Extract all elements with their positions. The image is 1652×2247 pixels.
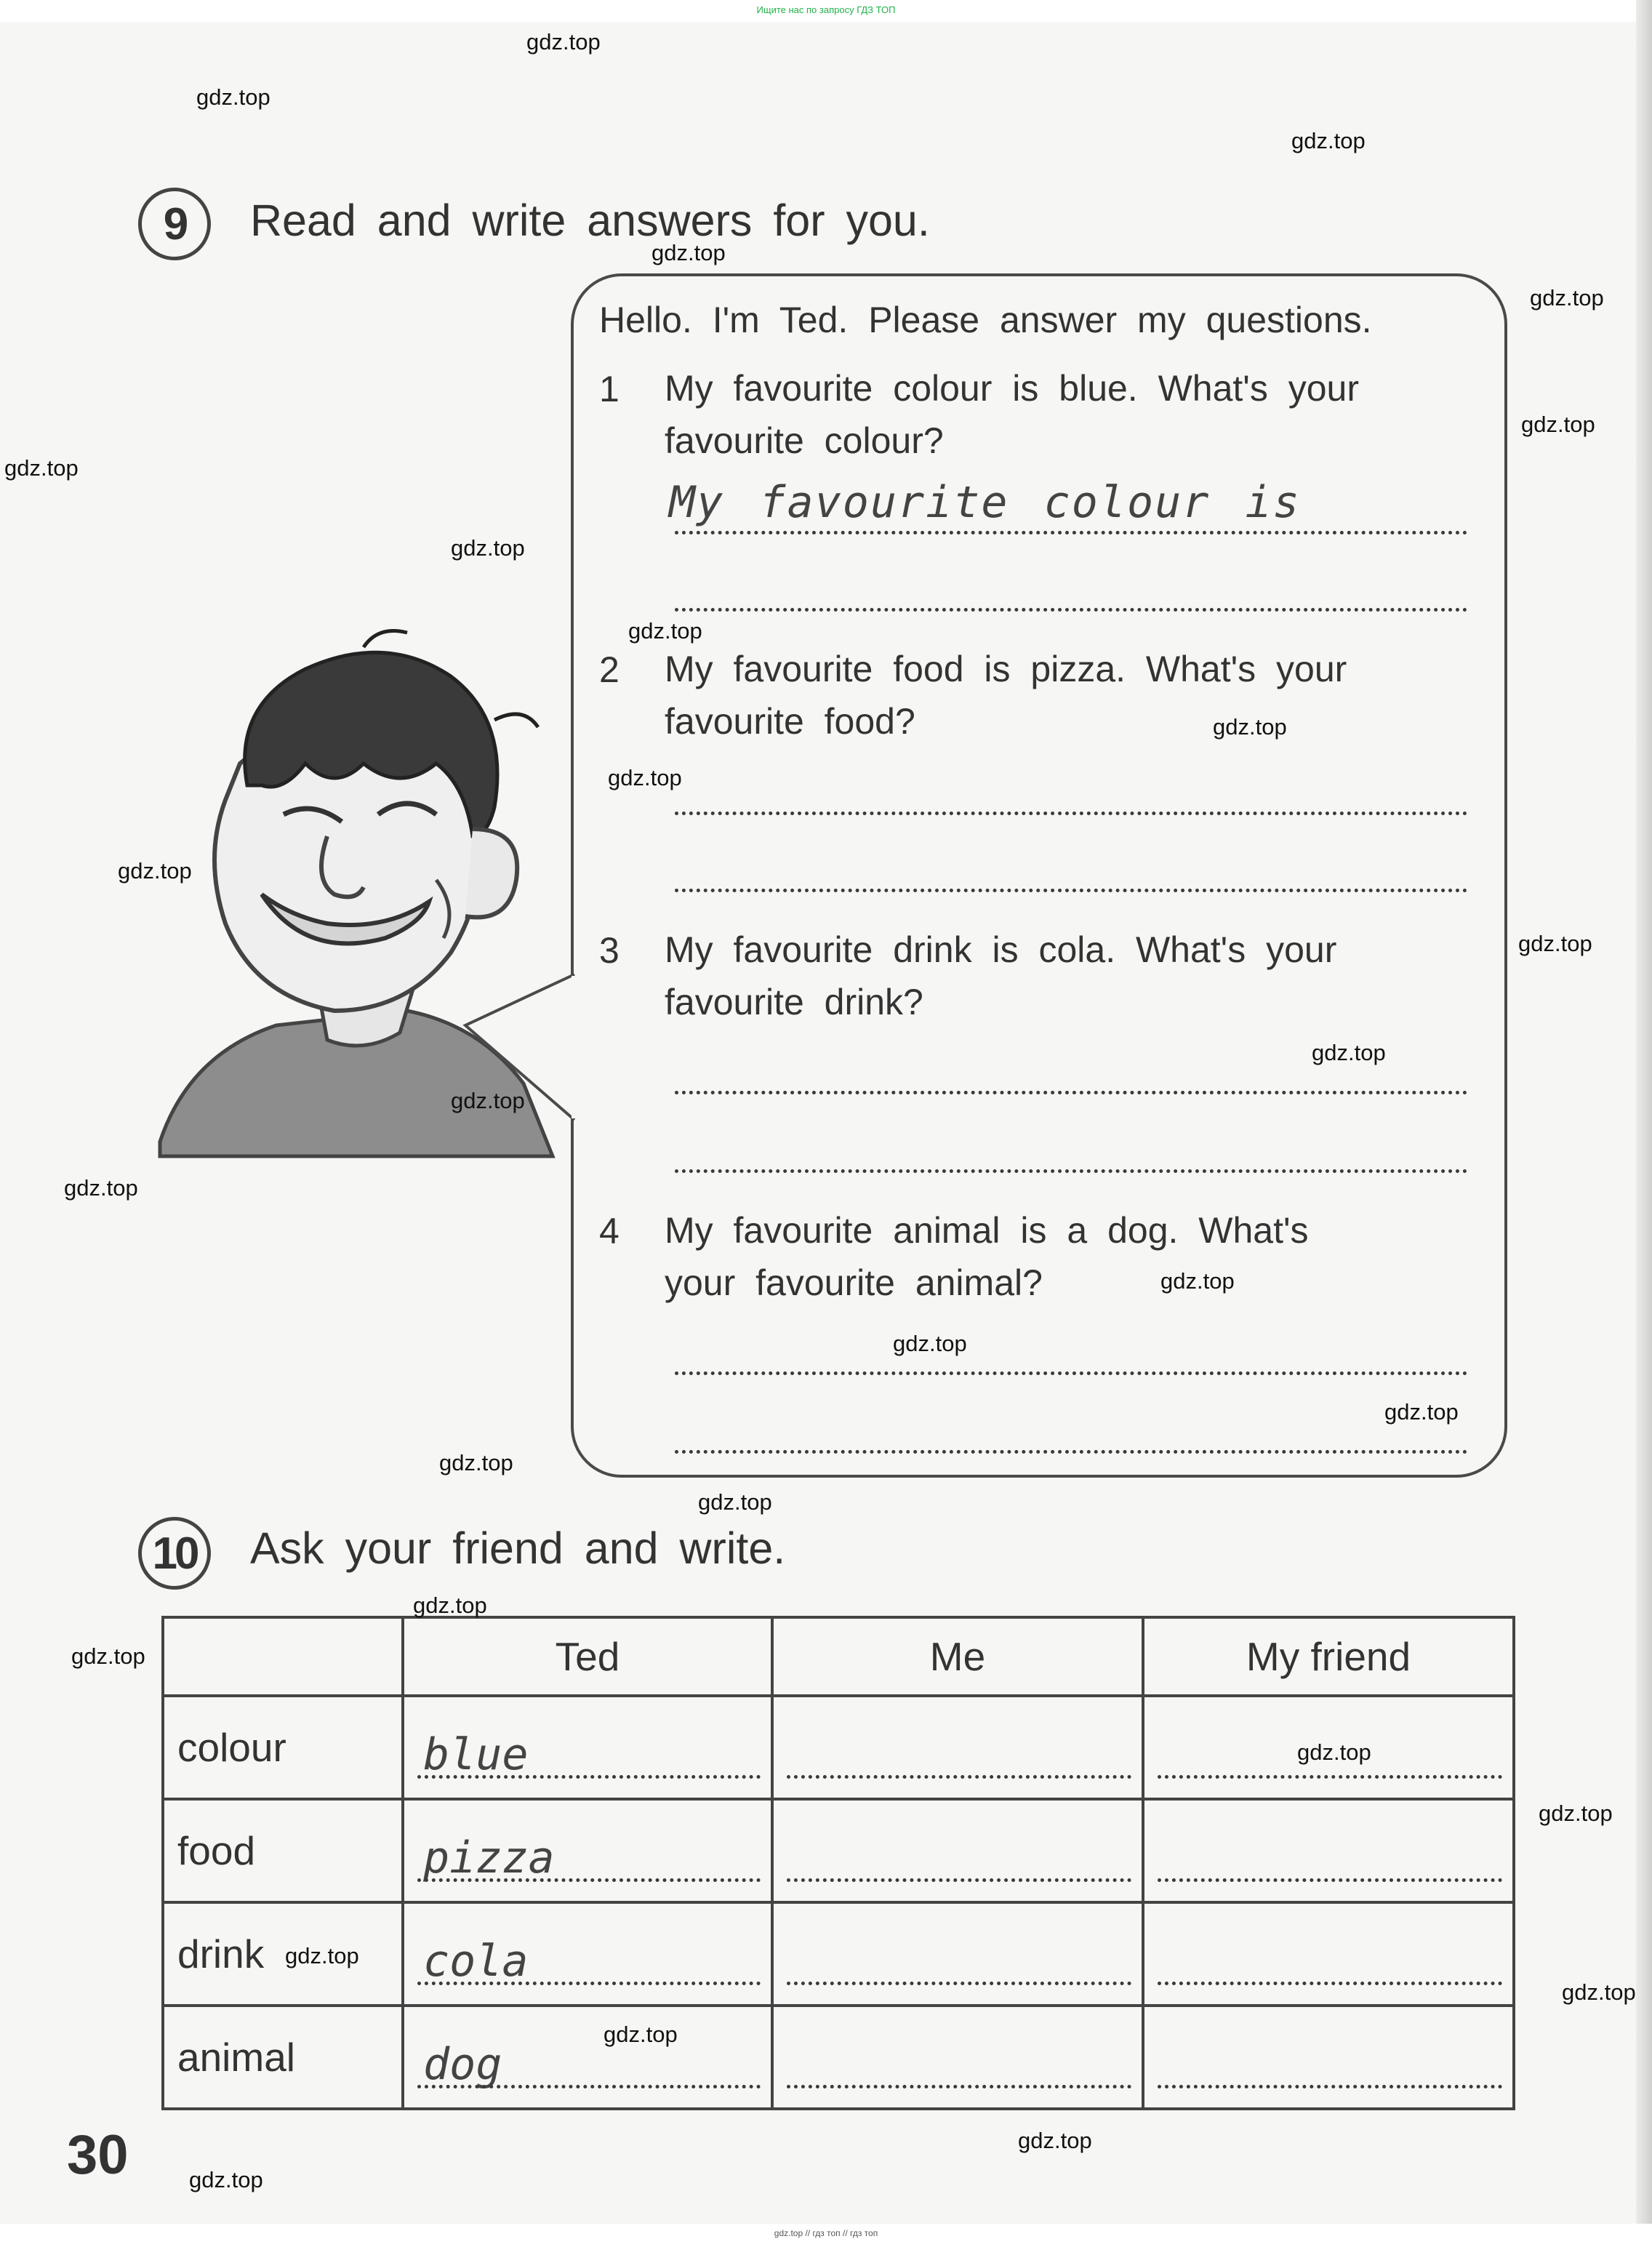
ted-colour-answer: blue	[423, 1729, 529, 1780]
watermark: gdz.top	[189, 2167, 263, 2192]
question-2-line-1: My favourite food is pizza. What's your	[665, 649, 1347, 689]
ted-colour-cell	[403, 1696, 772, 1799]
question-1-answer-start: My favourite colour is	[669, 477, 1301, 528]
header-my-friend: My friend	[1143, 1617, 1514, 1696]
watermark: gdz.top	[439, 1450, 513, 1475]
question-1-line-2: favourite colour?	[665, 420, 944, 461]
watermark: gdz.top	[893, 1331, 967, 1356]
ted-animal-line	[417, 2085, 761, 2088]
watermark: gdz.top	[1518, 931, 1592, 956]
friend-drink-line[interactable]	[1158, 1982, 1502, 1985]
header-note: Ищите нас по запросу ГДЗ ТОП	[756, 4, 896, 15]
question-3-line-1: My favourite drink is cola. What's your	[665, 929, 1337, 970]
question-1-number: 1	[599, 369, 620, 409]
watermark: gdz.top	[451, 1088, 525, 1113]
question-2-number: 2	[599, 649, 620, 690]
row-label-food: food	[163, 1799, 403, 1902]
watermark: gdz.top	[1562, 1979, 1636, 2005]
answer-line-2b[interactable]	[675, 889, 1467, 892]
me-food-cell[interactable]	[772, 1799, 1143, 1902]
me-colour-cell[interactable]	[772, 1696, 1143, 1799]
watermark: gdz.top	[1530, 285, 1604, 311]
watermark: gdz.top	[64, 1175, 138, 1201]
speech-bubble-tail	[451, 960, 596, 1149]
watermark: gdz.top	[651, 240, 726, 265]
me-food-line[interactable]	[787, 1878, 1131, 1882]
footer-note: gdz.top // гдз топ // гдз топ	[774, 2228, 878, 2238]
watermark: gdz.top	[526, 29, 601, 55]
watermark: gdz.top	[1291, 128, 1366, 153]
answer-line-4a[interactable]	[675, 1371, 1467, 1375]
watermark: gdz.top	[285, 1943, 359, 1968]
exercise-9-title: Read and write answers for you.	[250, 196, 930, 245]
page-number: 30	[67, 2124, 129, 2186]
watermark: gdz.top	[4, 455, 79, 481]
row-label-drink: drink	[163, 1902, 403, 2006]
question-3-line-2: favourite drink?	[665, 982, 923, 1022]
me-drink-line[interactable]	[787, 1982, 1131, 1985]
exercise-10-title: Ask your friend and write.	[250, 1523, 786, 1573]
me-animal-cell[interactable]	[772, 2006, 1143, 2109]
watermark: gdz.top	[196, 84, 270, 110]
friend-drink-cell[interactable]	[1143, 1902, 1514, 2006]
answer-line-3a[interactable]	[675, 1091, 1467, 1094]
answer-line-1a[interactable]	[675, 531, 1467, 534]
watermark: gdz.top	[604, 2022, 678, 2047]
watermark: gdz.top	[608, 765, 682, 790]
watermark: gdz.top	[1384, 1399, 1459, 1425]
header-ted: Ted	[403, 1617, 772, 1696]
watermark: gdz.top	[1297, 1739, 1371, 1765]
watermark: gdz.top	[1539, 1801, 1613, 1826]
watermark: gdz.top	[413, 1593, 487, 1618]
table-header-row	[163, 1617, 1514, 1696]
table-row	[163, 1799, 1514, 1902]
ted-animal-cell	[403, 2006, 772, 2109]
ted-intro: Hello. I'm Ted. Please answer my questions.	[599, 300, 1372, 340]
favourites-table	[161, 1616, 1515, 2110]
question-4-number: 4	[599, 1211, 620, 1251]
answer-line-2a[interactable]	[675, 812, 1467, 815]
watermark: gdz.top	[118, 858, 192, 884]
watermark: gdz.top	[628, 618, 702, 644]
watermark: gdz.top	[1312, 1040, 1386, 1065]
header-empty-cell	[163, 1617, 403, 1696]
table-row	[163, 1902, 1514, 2006]
answer-line-4b[interactable]	[675, 1450, 1467, 1454]
page-edge	[1636, 0, 1652, 2224]
friend-animal-cell[interactable]	[1143, 2006, 1514, 2109]
exercise-9-number: 9	[138, 188, 211, 260]
ted-drink-line	[417, 1982, 761, 1985]
ted-food-cell	[403, 1799, 772, 1902]
watermark: gdz.top	[1213, 714, 1287, 740]
ted-animal-answer: dog	[423, 2039, 502, 2090]
question-4-line-2: your favourite animal?	[665, 1262, 1043, 1303]
friend-food-cell[interactable]	[1143, 1799, 1514, 1902]
ted-drink-answer: cola	[423, 1936, 529, 1987]
me-animal-line[interactable]	[787, 2085, 1131, 2088]
ted-drink-cell	[403, 1902, 772, 2006]
me-colour-line[interactable]	[787, 1775, 1131, 1779]
question-3-number: 3	[599, 930, 620, 971]
watermark: gdz.top	[698, 1489, 772, 1515]
question-1-line-1: My favourite colour is blue. What's your	[665, 368, 1359, 409]
ted-colour-line	[417, 1775, 761, 1779]
ted-food-line	[417, 1878, 761, 1882]
friend-animal-line[interactable]	[1158, 2085, 1502, 2088]
watermark: gdz.top	[451, 535, 525, 561]
answer-line-1b[interactable]	[675, 608, 1467, 612]
me-drink-cell[interactable]	[772, 1902, 1143, 2006]
question-4-line-1: My favourite animal is a dog. What's	[665, 1210, 1309, 1251]
answer-line-3b[interactable]	[675, 1169, 1467, 1173]
watermark: gdz.top	[71, 1643, 145, 1669]
row-label-colour: colour	[163, 1696, 403, 1799]
row-label-animal: animal	[163, 2006, 403, 2109]
ted-food-answer: pizza	[423, 1833, 555, 1883]
question-2-line-2: favourite food?	[665, 701, 915, 742]
header-me: Me	[772, 1617, 1143, 1696]
watermark: gdz.top	[1521, 412, 1595, 437]
watermark: gdz.top	[1018, 2128, 1092, 2153]
friend-food-line[interactable]	[1158, 1878, 1502, 1882]
exercise-10-number: 10	[138, 1517, 211, 1590]
table-row	[163, 2006, 1514, 2109]
friend-colour-line[interactable]	[1158, 1775, 1502, 1779]
watermark: gdz.top	[1160, 1268, 1235, 1294]
